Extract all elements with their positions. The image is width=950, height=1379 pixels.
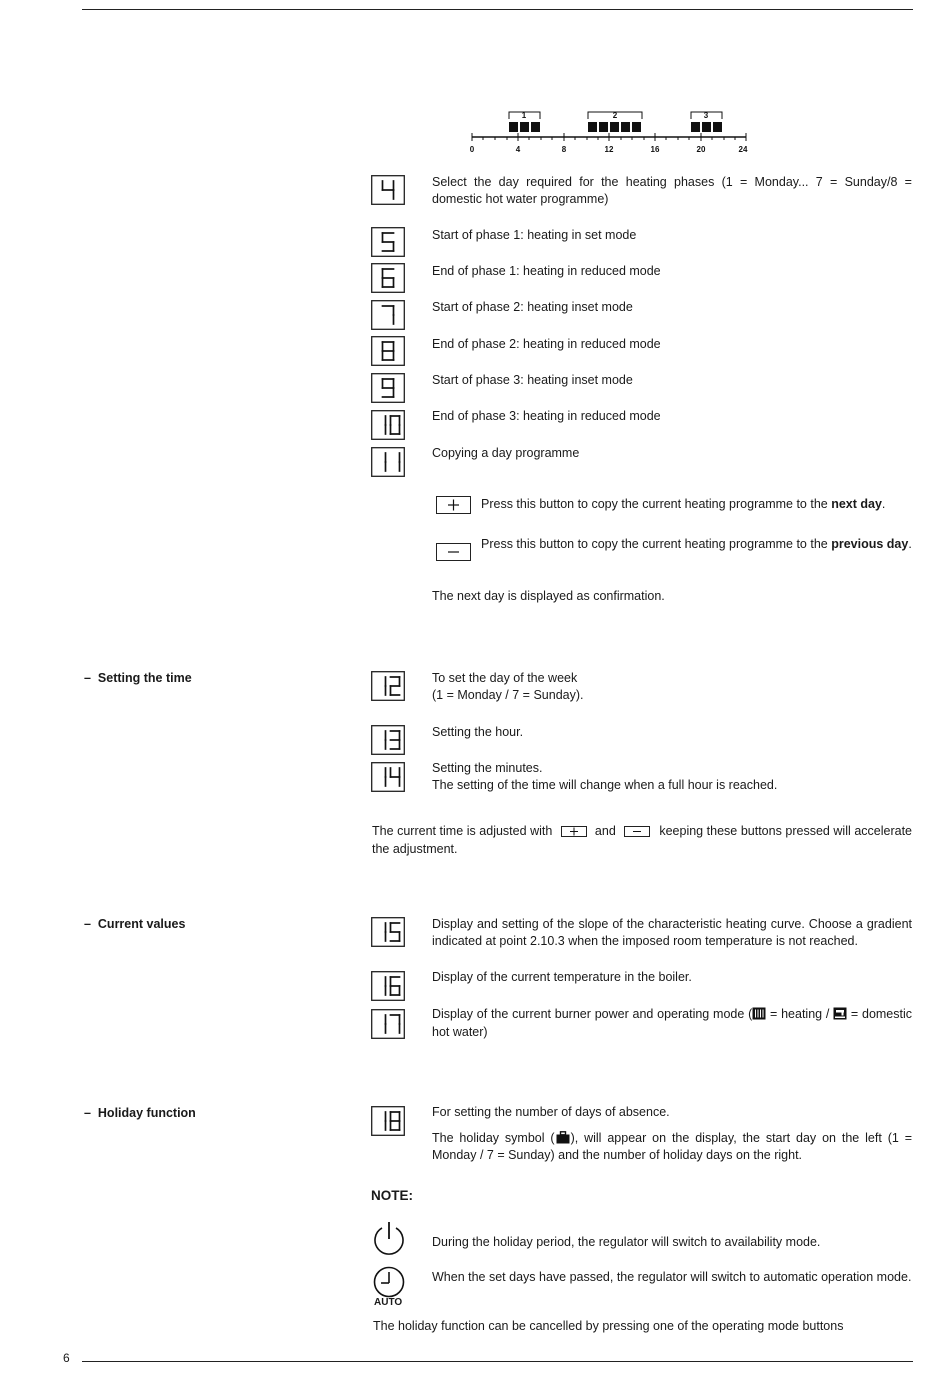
copy-next-suffix: . bbox=[881, 497, 886, 511]
phase-label: 2 bbox=[612, 111, 618, 120]
step-description: Select the day required for the heating phases (1 = Monday... 7 = Sunday/8 = domestic hot water programme) bbox=[432, 175, 912, 206]
lcd-display-step bbox=[371, 447, 405, 477]
step-description: End of phase 2: heating in reduced mode bbox=[432, 337, 661, 351]
page-number: 6 bbox=[63, 1351, 70, 1365]
step-description bbox=[432, 760, 912, 794]
radiator-icon bbox=[752, 1007, 766, 1020]
section-title: Setting the time bbox=[97, 671, 192, 685]
step-description: Start of phase 1: heating in set mode bbox=[432, 228, 637, 242]
copy-previous-suffix: . bbox=[908, 537, 912, 551]
phase-label: 1 bbox=[521, 111, 527, 120]
standby-power-icon bbox=[372, 1221, 406, 1257]
auto-note: When the set days have passed, the regulator will switch to automatic operation mode. bbox=[432, 1270, 912, 1284]
step-description: Display of the current temperature in the boiler. bbox=[432, 970, 692, 984]
step-description: Start of phase 3: heating inset mode bbox=[432, 373, 633, 387]
plus-icon bbox=[562, 827, 586, 836]
copy-previous-bold: previous day bbox=[831, 537, 909, 551]
step-description: End of phase 1: heating in reduced mode bbox=[432, 264, 661, 278]
step-line: Setting the hour. bbox=[432, 725, 524, 739]
minus-button-inline[interactable] bbox=[624, 826, 650, 837]
lcd-display-step bbox=[371, 175, 405, 205]
lcd-display-step bbox=[371, 410, 405, 440]
copy-next-text bbox=[481, 496, 912, 513]
copy-next-prefix: Press this button to copy the current heating programme to the bbox=[481, 497, 832, 511]
phase-label: 3 bbox=[703, 111, 709, 120]
time-adjust-text bbox=[372, 822, 912, 858]
lcd-display-step bbox=[371, 263, 405, 293]
bottom-rule bbox=[82, 1361, 913, 1362]
step-description: Display and setting of the slope of the characteristic heating curve. Choose a gradient indicated at point 2.10.3 when the imposed room temperature is not reached. bbox=[432, 917, 912, 948]
section-heading-setting-time bbox=[84, 670, 192, 687]
lcd-display-step bbox=[371, 227, 405, 257]
lcd-display-step bbox=[371, 1106, 405, 1136]
lcd-display-step bbox=[371, 1009, 405, 1039]
tick-label: 24 bbox=[738, 145, 748, 154]
tick-label: 8 bbox=[561, 145, 567, 154]
step-description: End of phase 3: heating in reduced mode bbox=[432, 409, 661, 423]
lcd-display-step bbox=[371, 725, 405, 755]
cancel-note: The holiday function can be cancelled by pressing one of the operating mode buttons bbox=[373, 1319, 844, 1333]
lcd-display-step bbox=[371, 300, 405, 330]
tick-label: 16 bbox=[650, 145, 660, 154]
plus-icon bbox=[437, 497, 470, 513]
holiday-line2 bbox=[432, 1130, 912, 1164]
section-dash: – bbox=[84, 671, 91, 685]
heating-phase-timeline bbox=[465, 106, 755, 158]
step-line: (1 = Monday / 7 = Sunday). bbox=[432, 688, 584, 702]
burner-text-a: Display of the current burner power and operating mode ( bbox=[432, 1007, 753, 1021]
lcd-frame bbox=[372, 301, 405, 330]
step-line: To set the day of the week bbox=[432, 671, 578, 685]
minus-icon bbox=[437, 544, 470, 560]
step-description bbox=[432, 724, 912, 741]
adjust-part2: keeping these buttons pressed will accelerate the adjustment. bbox=[372, 824, 912, 856]
holiday-line1: For setting the number of days of absence. bbox=[432, 1105, 670, 1119]
lcd-display-step bbox=[371, 762, 405, 792]
copy-previous-text bbox=[481, 536, 912, 553]
lcd-display-step bbox=[371, 373, 405, 403]
auto-clock-icon bbox=[372, 1265, 406, 1299]
section-title: Holiday function bbox=[97, 1106, 196, 1120]
holiday-text-a: The holiday symbol ( bbox=[432, 1131, 555, 1145]
tap-icon bbox=[833, 1007, 847, 1020]
burner-text-c: = domestic hot water) bbox=[432, 1007, 913, 1039]
plus-button[interactable] bbox=[436, 496, 471, 514]
adjust-and: and bbox=[594, 824, 616, 838]
lcd-display-step bbox=[371, 971, 405, 1001]
section-heading-current-values bbox=[84, 916, 185, 933]
auto-label: AUTO bbox=[374, 1297, 403, 1308]
holiday-text-b: ), will appear on the display, the start day on the left (1 = Monday / 7 = Sunday) and the number of holiday days on the right. bbox=[432, 1131, 912, 1162]
step-description: Start of phase 2: heating inset mode bbox=[432, 300, 633, 314]
copy-previous-prefix: Press this button to copy the current heating programme to the bbox=[481, 537, 832, 551]
minus-icon bbox=[625, 827, 649, 836]
adjust-part1: The current time is adjusted with bbox=[372, 824, 553, 838]
lcd-display-step bbox=[371, 671, 405, 701]
step-description: Copying a day programme bbox=[432, 446, 580, 460]
section-dash: – bbox=[84, 1106, 91, 1120]
tick-label: 4 bbox=[515, 145, 521, 154]
minus-button[interactable] bbox=[436, 543, 471, 561]
burner-text-b: = heating / bbox=[766, 1007, 830, 1021]
copy-next-bold: next day bbox=[831, 497, 882, 511]
note-title: NOTE: bbox=[371, 1188, 413, 1203]
step-line: The setting of the time will change when a full hour is reached. bbox=[432, 778, 778, 792]
section-title: Current values bbox=[97, 917, 186, 931]
section-heading-holiday bbox=[84, 1105, 196, 1122]
tick-label: 12 bbox=[604, 145, 614, 154]
step-description bbox=[432, 670, 912, 704]
suitcase-icon bbox=[555, 1131, 571, 1144]
lcd-display-step bbox=[371, 336, 405, 366]
top-rule bbox=[82, 9, 913, 10]
confirmation-text: The next day is displayed as confirmation. bbox=[432, 589, 665, 603]
section-dash: – bbox=[84, 917, 91, 931]
plus-button-inline[interactable] bbox=[561, 826, 587, 837]
tick-label: 20 bbox=[696, 145, 706, 154]
tick-label: 0 bbox=[469, 145, 475, 154]
standby-note: During the holiday period, the regulator will switch to availability mode. bbox=[432, 1235, 821, 1249]
step-description bbox=[432, 1005, 912, 1041]
lcd-display-step bbox=[371, 917, 405, 947]
step-line: Setting the minutes. bbox=[432, 761, 543, 775]
